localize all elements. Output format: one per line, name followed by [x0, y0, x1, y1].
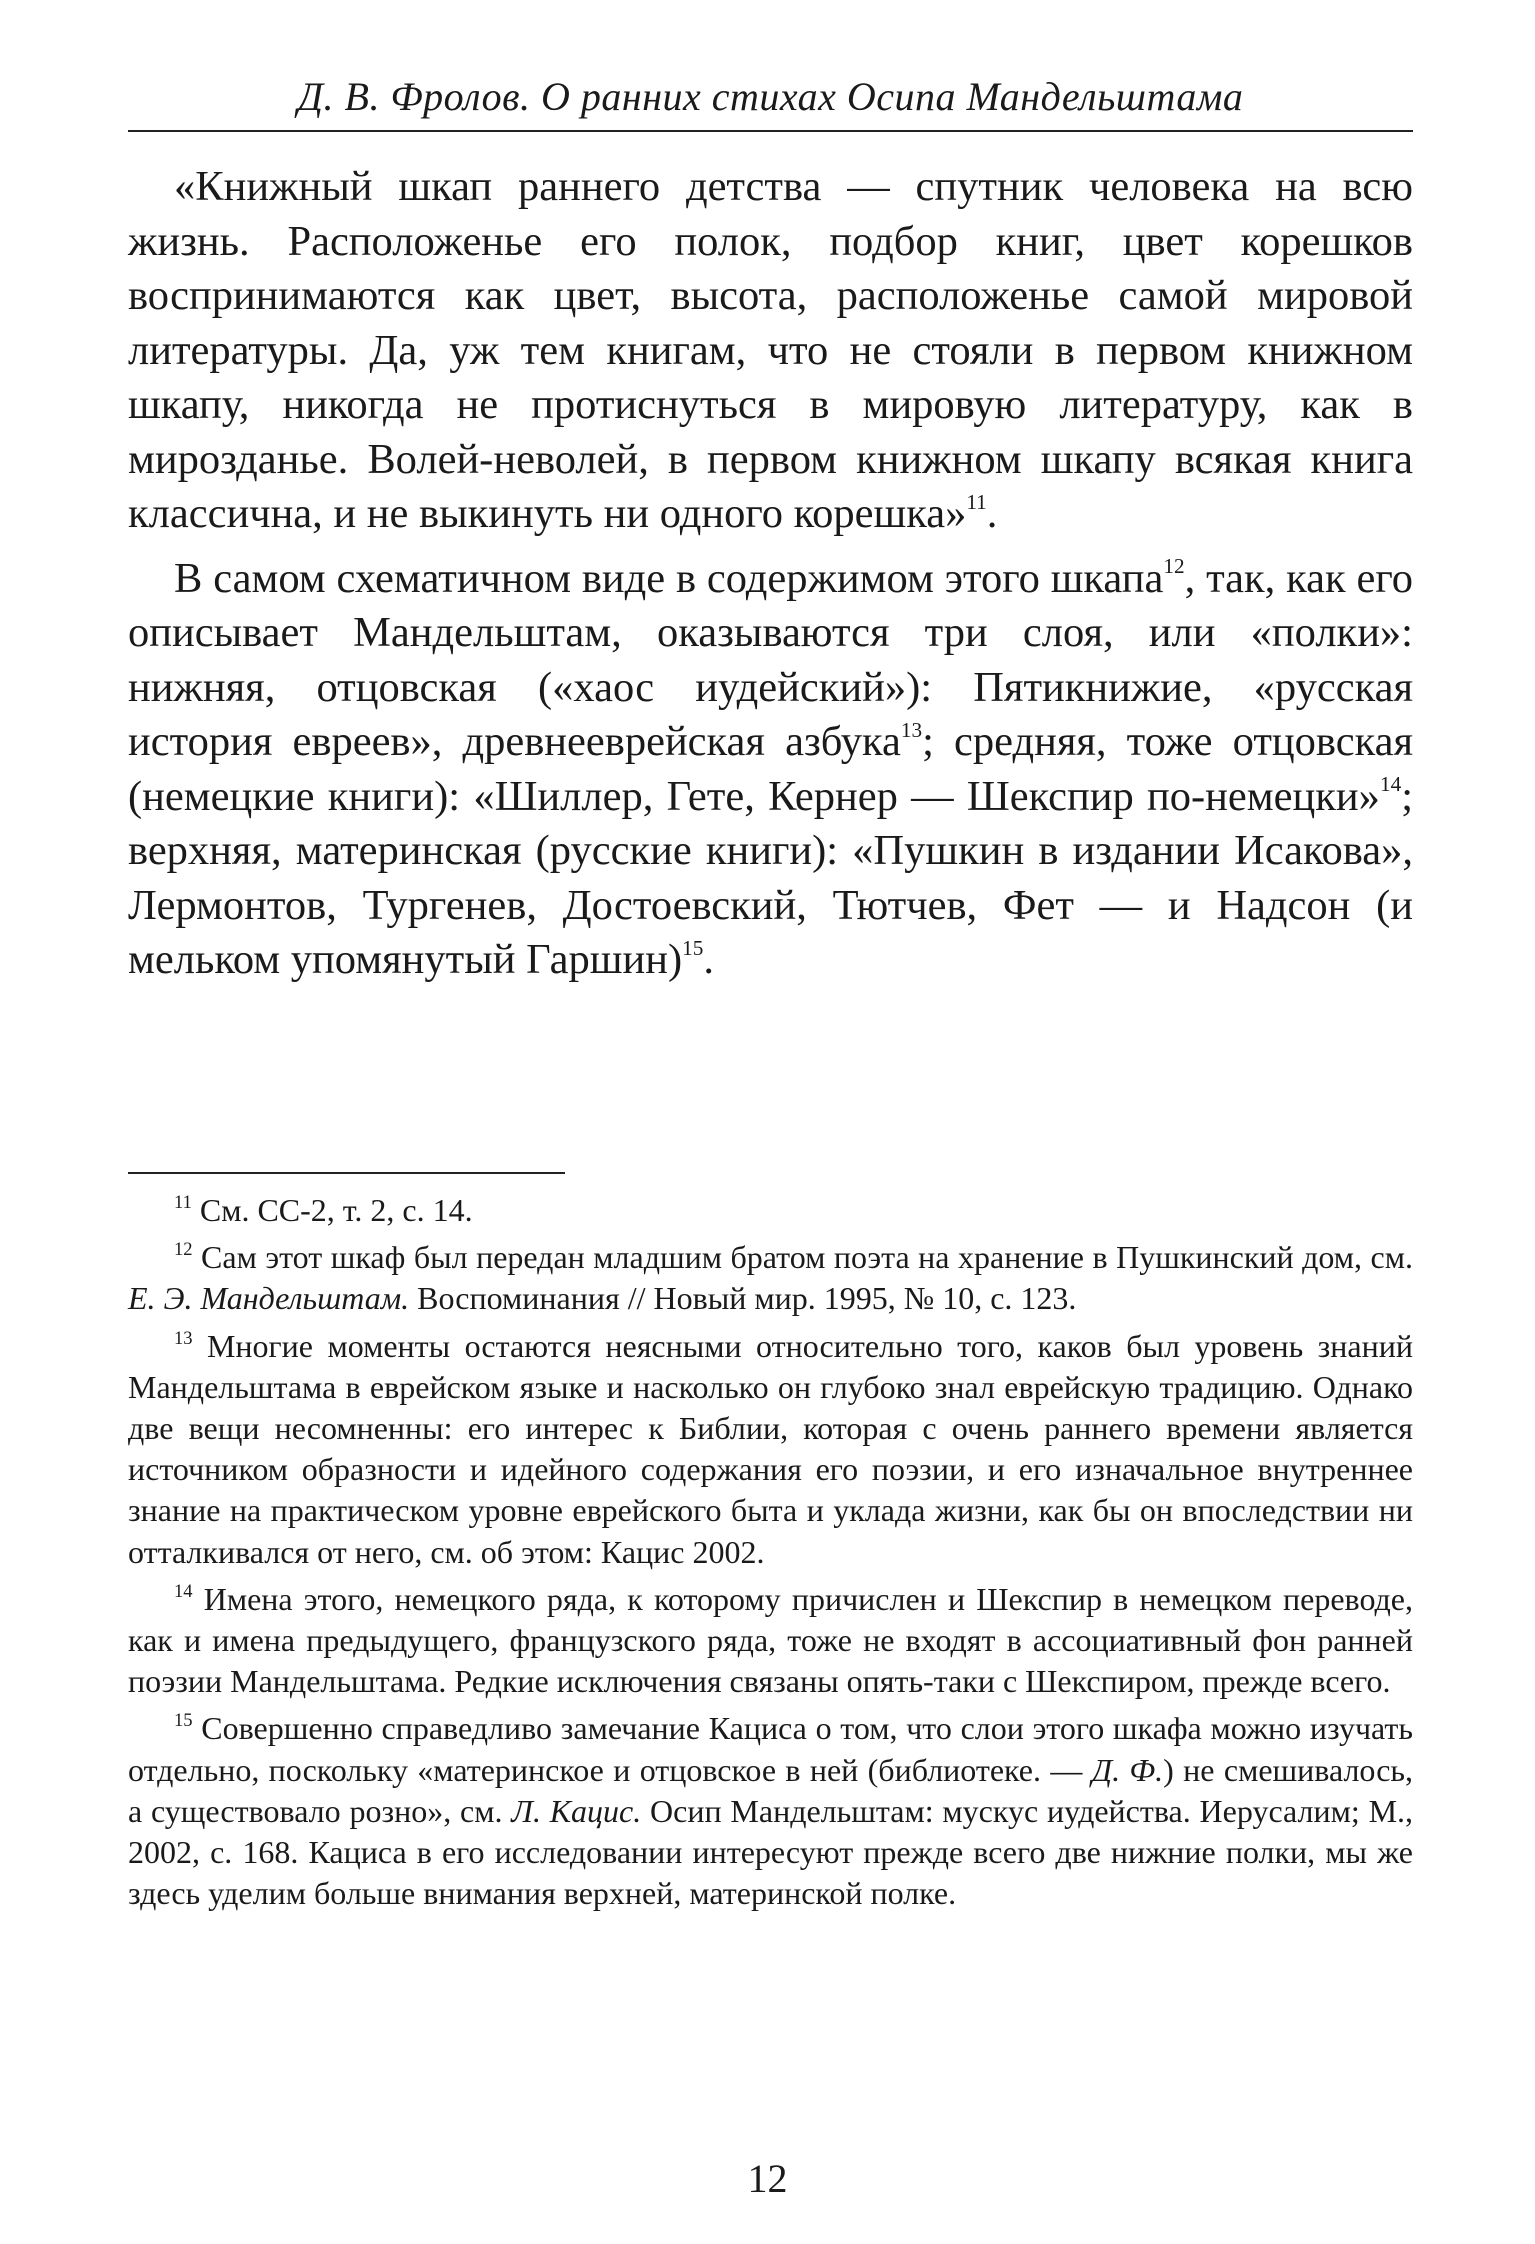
paragraph-quote	[128, 160, 1413, 542]
paragraph-text: «Книжный шкап раннего детства — спутник человека на всю жизнь. Расположенье его полок, подбор книг, цвет корешков воспринимаются как цвет, высота, расположенье самой мировой литературы. Да, уж тем книгам, что не стояли в первом книжном шкапу, никогда не протиснуться в мировую литературу, как в мирозданье. Волей-неволей, в первом книжном шкапу всякая книга классична, и не выкинуть ни одного корешка»	[128, 163, 1413, 537]
footnote-text: ) не смешивалось, а существовало розно», см.	[128, 1751, 1414, 1829]
footnote-ref[interactable]: 12	[1163, 554, 1185, 579]
paragraph-text: .	[986, 490, 998, 537]
footnotes	[128, 1190, 1413, 1914]
footnote-ref[interactable]: 13	[900, 717, 923, 742]
footnote-text: См. СС-2, т. 2, с. 14.	[191, 1192, 473, 1228]
footnote-text: Совершенно справедливо замечание Кациса о том, что слои этого шкафа можно изучать отдельно, поскольку «материнское и отцовское в ней (библиотеке. —	[128, 1710, 1413, 1788]
footnote-initials: Д. Ф.	[1091, 1751, 1164, 1788]
footnote-14	[128, 1579, 1413, 1703]
paragraph-text: , так, как его описывает Мандельштам, оказываются три слоя, или «полки»: нижняя, отцовская («хаос иудейский»): Пятикнижие, «русская история евреев», древнееврейская азбука	[128, 554, 1414, 765]
footnote-text: Осип Мандельштам: мускус иудейства. Иерусалим; М., 2002, с. 168. Кациса в его исследовании интересуют прежде всего две нижние полки, мы же здесь уделим больше внимания верхней, материнской полке.	[128, 1792, 1414, 1912]
footnote-text: Многие моменты остаются неясными относительно того, каков был уровень знаний Мандельштама в еврейском языке и насколько он глубоко знал еврейскую традицию. Однако две вещи несомненны: его интерес к Библии, которая с очень раннего времени является источником образности и идейного содержания его поэзии, и его изначальное внутреннее знание на практическом уровне еврейского быта и уклада жизни, как бы он впоследствии ни отталкивался от него, см. об этом: Кацис 2002.	[128, 1327, 1413, 1570]
paragraph-text: ; средняя, тоже отцовская (немецкие книги): «Шиллер, Гете, Кернер — Шекспир по-немецки»	[128, 718, 1413, 820]
footnote-ref[interactable]: 15	[682, 935, 704, 960]
footnote-15	[128, 1708, 1413, 1914]
footnote-number: 11	[174, 1192, 192, 1214]
footnote-number: 13	[174, 1327, 193, 1349]
footnote-number: 14	[174, 1580, 193, 1602]
footnote-ref[interactable]: 14	[1379, 772, 1402, 797]
paragraph-text: ; верхняя, материнская (русские книги): «Пушкин в издании Исакова», Лермонтов, Тургенев, Достоевский, Тютчев, Фет — и Надсон (и мельком упомянутый Гаршин)	[128, 772, 1413, 983]
footnote-author: Е. Э. Мандельштам.	[128, 1280, 410, 1317]
footnote-12	[128, 1237, 1413, 1319]
paragraph-text: В самом схематичном виде в содержимом этого шкапа	[174, 554, 1164, 602]
footnote-ref[interactable]: 11	[966, 489, 987, 514]
footnote-number: 15	[174, 1710, 193, 1732]
running-header: Д. В. Фролов. О ранних стихах Осипа Мандельштама	[128, 64, 1413, 132]
footnote-text: Воспоминания // Новый мир. 1995, № 10, с. 123.	[409, 1280, 1077, 1317]
footnote-text: Имена этого, немецкого ряда, к которому причислен и Шекспир в немецком переводе, как и имена предыдущего, французского ряда, тоже не входят в ассоциативный фон ранней поэзии Мандельштама. Редкие исключения связаны опять-таки с Шекспиром, прежде всего.	[128, 1580, 1413, 1700]
footnote-number: 12	[174, 1239, 193, 1261]
footnote-13	[128, 1326, 1413, 1573]
footnote-text: Сам этот шкаф был передан младшим братом поэта на хранение в Пушкинский дом, см.	[192, 1239, 1413, 1276]
paragraph-shelves	[128, 552, 1413, 988]
footnote-separator	[128, 1172, 565, 1174]
footnote-author: Л. Кацис.	[511, 1792, 642, 1829]
page-number: 12	[747, 2156, 788, 2201]
main-text	[128, 160, 1413, 988]
paragraph-text: .	[703, 936, 715, 983]
footnote-11	[128, 1190, 1413, 1231]
